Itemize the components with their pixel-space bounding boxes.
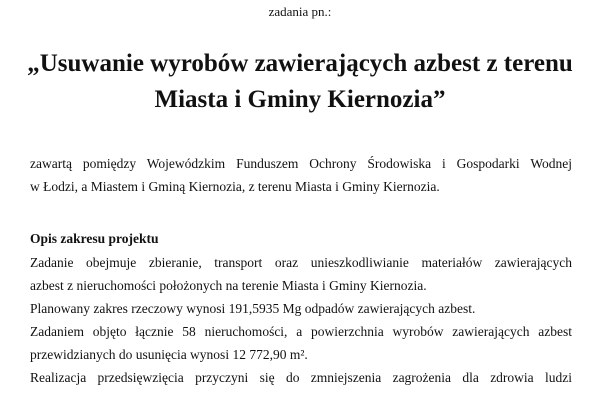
paragraph-line: Planowany zakres rzeczowy wynosi 191,5935 Mg odpadów zawierających azbest. [30,301,476,316]
paragraph-line: zawartą pomiędzy Wojewódzkim Funduszem Ochrony Środowiska i Gospodarki Wodnej [30,156,572,171]
paragraph-line: Realizacja przedsięwzięcia przyczyni się do zmniejszenia zagrożenia dla zdrowia ludzi [30,370,572,385]
intro-text: zadania pn.: [268,4,332,19]
title-line: „Usuwanie wyrobów zawierających azbest z terenu [27,50,573,77]
paragraph-line: azbest z nieruchomości położonych na terenie Miasta i Gminy Kiernozia. [30,278,427,293]
project-description [30,251,572,389]
paragraph-line: Zadaniem objęto łącznie 58 nieruchomości, a powierzchnia wyrobów zawierających azbest [30,324,572,339]
paragraph-line: Zadanie obejmuje zbieranie, transport oraz unieszkodliwianie materiałów zawierających [30,255,572,270]
parties-paragraph [30,152,572,198]
document-title [0,46,600,118]
paragraph-line: w Łodzi, a Miastem i Gminą Kiernozia, z terenu Miasta i Gminy Kiernozia. [30,179,440,194]
section-heading: Opis zakresu projektu [30,231,159,246]
paragraph-line: przewidzianych do usunięcia wynosi 12 772,90 m². [30,347,308,362]
title-line: Miasta i Gminy Kiernozia” [154,86,446,113]
